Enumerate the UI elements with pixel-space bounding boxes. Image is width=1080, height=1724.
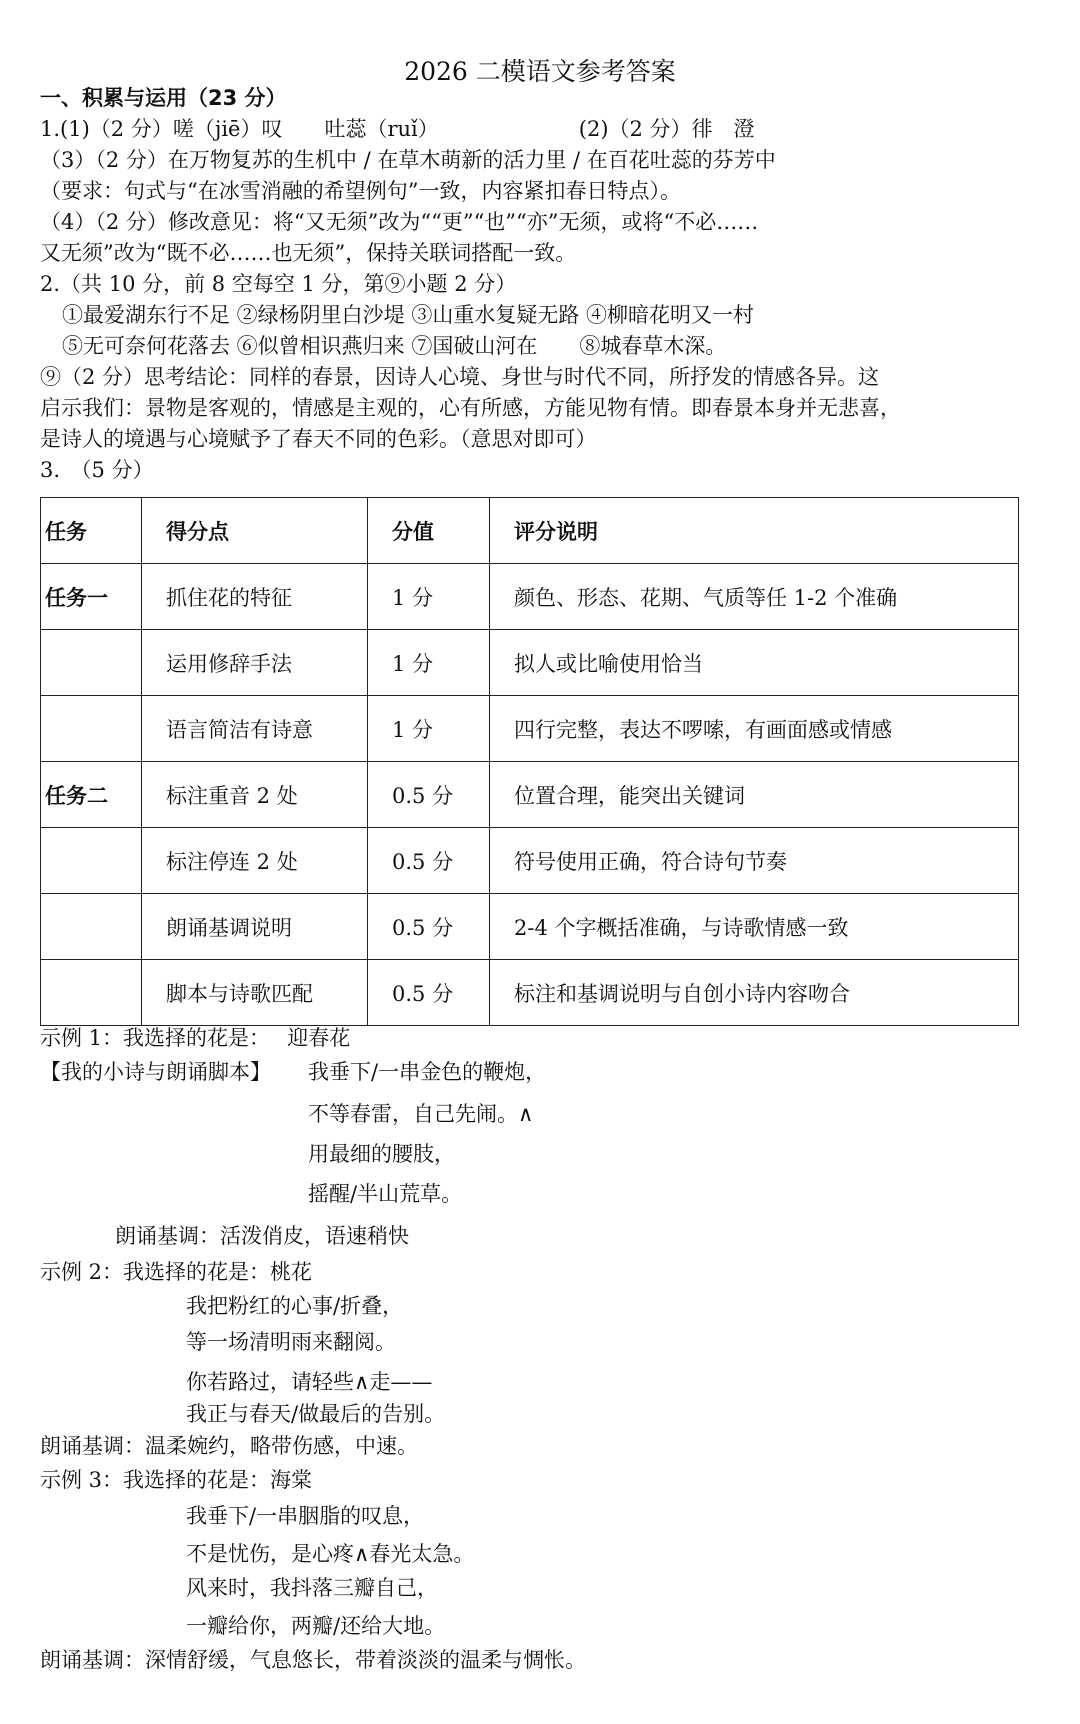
table-header-row <box>41 498 1019 564</box>
q1-part4-line1: （4）（2 分）修改意见：将“又无须”改为““更”“也”“亦”无须，或将“不必…… <box>40 210 759 234</box>
cell-score: 0.5 分 <box>368 960 490 1026</box>
example1-poem-line: 我垂下/一串金色的鞭炮， <box>308 1060 547 1084</box>
example2-poem-line: 你若路过，请轻些∧走—— <box>186 1370 433 1394</box>
example3-tone: 朗诵基调：深情舒缓，气息悠长，带着淡淡的温柔与惆怅。 <box>40 1648 586 1672</box>
table-row <box>41 696 1019 762</box>
table-row <box>41 960 1019 1026</box>
q2-conclusion-line3: 是诗人的境遇与心境赋予了春天不同的色彩。（意思对即可） <box>40 427 597 451</box>
cell-scoring-point: 朗诵基调说明 <box>142 894 368 960</box>
cell-criteria: 拟人或比喻使用恰当 <box>490 630 1019 696</box>
cell-criteria: 标注和基调说明与自创小诗内容吻合 <box>490 960 1019 1026</box>
example1-label: 【我的小诗与朗诵脚本】 <box>40 1060 271 1084</box>
example1-tone: 朗诵基调：活泼俏皮，语速稍快 <box>115 1224 409 1248</box>
example1-heading: 示例 1：我选择的花是： 迎春花 <box>40 1026 351 1050</box>
q2-conclusion-line1: ⑨（2 分）思考结论：同样的春景，因诗人心境、身世与时代不同，所抒发的情感各异。这 <box>40 365 880 389</box>
cell-scoring-point: 脚本与诗歌匹配 <box>142 960 368 1026</box>
cell-score: 0.5 分 <box>368 894 490 960</box>
cell-scoring-point: 抓住花的特征 <box>142 564 368 630</box>
cell-criteria: 2-4 个字概括准确，与诗歌情感一致 <box>490 894 1019 960</box>
cell-criteria: 颜色、形态、花期、气质等任 1-2 个准确 <box>490 564 1019 630</box>
cell-criteria: 四行完整，表达不啰嗦，有画面感或情感 <box>490 696 1019 762</box>
cell-criteria: 位置合理，能突出关键词 <box>490 762 1019 828</box>
example2-poem-line: 等一场清明雨来翻阅。 <box>186 1330 396 1354</box>
example2-tone: 朗诵基调：温柔婉约，略带伤感，中速。 <box>40 1434 418 1458</box>
q1-part4-line2: 又无须”改为“既不必……也无须”，保持关联词搭配一致。 <box>40 241 577 265</box>
cell-task <box>41 630 142 696</box>
cell-scoring-point: 标注重音 2 处 <box>142 762 368 828</box>
q1-part3: （3）（2 分）在万物复苏的生机中 / 在草木萌新的活力里 / 在百花吐蕊的芬芳中 <box>40 148 776 172</box>
example1-poem-line: 摇醒/半山荒草。 <box>308 1182 463 1206</box>
cell-scoring-point: 语言简洁有诗意 <box>142 696 368 762</box>
example3-poem-line: 不是忧伤，是心疼∧春光太急。 <box>186 1542 475 1566</box>
cell-score: 1 分 <box>368 630 490 696</box>
cell-scoring-point: 运用修辞手法 <box>142 630 368 696</box>
example3-heading: 示例 3：我选择的花是：海棠 <box>40 1468 313 1492</box>
q2-answers-row1: ①最爱湖东行不足 ②绿杨阴里白沙堤 ③山重水复疑无路 ④柳暗花明又一村 <box>62 303 755 327</box>
table-row <box>41 894 1019 960</box>
cell-score: 1 分 <box>368 564 490 630</box>
example2-poem-line: 我把粉红的心事/折叠， <box>186 1294 404 1318</box>
q1-part3-requirement: （要求：句式与“在冰雪消融的希望例句”一致，内容紧扣春日特点）。 <box>40 179 681 203</box>
q3-heading: 3. （5 分） <box>40 458 154 482</box>
cell-task <box>41 828 142 894</box>
cell-task: 任务二 <box>41 762 142 828</box>
table-row <box>41 828 1019 894</box>
cell-score: 0.5 分 <box>368 828 490 894</box>
q1-part1-2 <box>40 115 755 143</box>
q2-heading: 2.（共 10 分，前 8 空每空 1 分，第⑨小题 2 分） <box>40 272 517 296</box>
header-score: 分值 <box>368 498 490 564</box>
table-row <box>41 564 1019 630</box>
q1-part1: 1.(1)（2 分）嗟（jiē）叹 吐蕊（ruǐ） <box>40 117 439 141</box>
example1-poem-line: 不等春雷，自己先闹。∧ <box>308 1102 534 1126</box>
document-title: 2026 二模语文参考答案 <box>404 57 676 86</box>
q1-part2: (2)（2 分）徘 澄 <box>578 117 755 141</box>
cell-score: 0.5 分 <box>368 762 490 828</box>
table-row <box>41 630 1019 696</box>
cell-score: 1 分 <box>368 696 490 762</box>
q2-answers-row2: ⑤无可奈何花落去 ⑥似曾相识燕归来 ⑦国破山河在 ⑧城春草木深。 <box>62 334 727 358</box>
q2-conclusion-line2: 启示我们：景物是客观的，情感是主观的，心有所感，方能见物有情。即春景本身并无悲喜， <box>40 396 901 420</box>
example3-poem-line: 一瓣给你，两瓣/还给大地。 <box>186 1614 446 1638</box>
scoring-table <box>40 497 1019 1026</box>
table-row <box>41 762 1019 828</box>
header-criteria: 评分说明 <box>490 498 1019 564</box>
example1-poem-line: 用最细的腰肢， <box>308 1142 455 1166</box>
cell-task <box>41 960 142 1026</box>
example2-heading: 示例 2：我选择的花是：桃花 <box>40 1260 313 1284</box>
cell-scoring-point: 标注停连 2 处 <box>142 828 368 894</box>
header-task: 任务 <box>41 498 142 564</box>
header-scoring-point: 得分点 <box>142 498 368 564</box>
example3-poem-line: 风来时，我抖落三瓣自己， <box>186 1576 438 1600</box>
cell-task <box>41 894 142 960</box>
cell-criteria: 符号使用正确，符合诗句节奏 <box>490 828 1019 894</box>
example2-poem-line: 我正与春天/做最后的告别。 <box>186 1402 446 1426</box>
cell-task <box>41 696 142 762</box>
example3-poem-line: 我垂下/一串胭脂的叹息， <box>186 1504 425 1528</box>
cell-task: 任务一 <box>41 564 142 630</box>
section-heading-1: 一、积累与运用（23 分） <box>40 86 287 110</box>
